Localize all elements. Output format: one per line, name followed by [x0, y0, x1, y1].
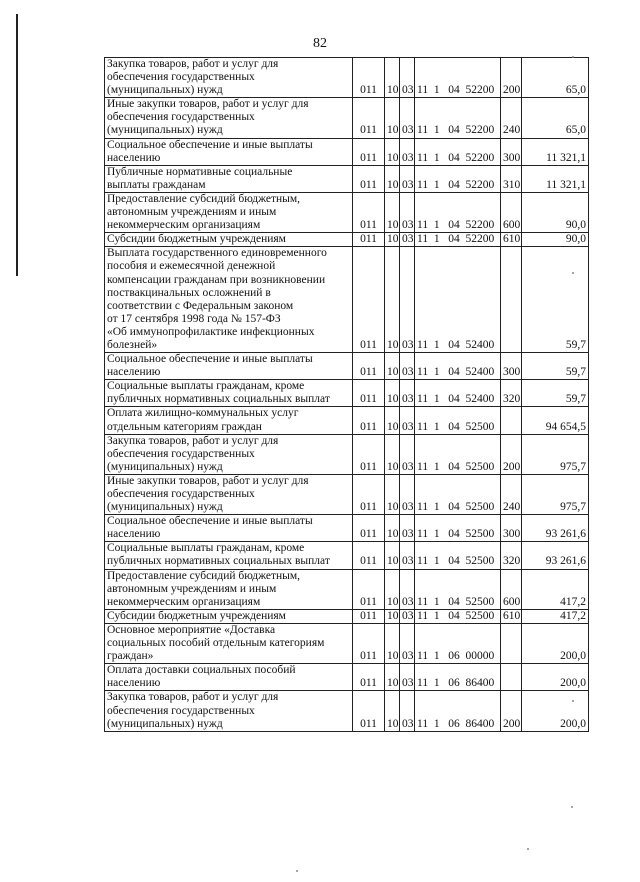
expense-name-line: Социальное обеспечение и иные выплаты: [107, 515, 313, 528]
table-row: [105, 691, 589, 731]
target-article-code-cell: 11 1 04 52200: [415, 165, 501, 192]
subsection-code-cell: 03: [400, 515, 415, 542]
expense-type-code-cell: 300: [501, 515, 522, 542]
section-code-cell: 10: [385, 474, 400, 514]
expense-name-line: Закупка товаров, работ и услуг для: [107, 434, 279, 447]
expense-name-line: Выплата государственного единовременного: [107, 247, 327, 260]
subsection-code-cell: 03: [400, 664, 415, 691]
expense-name-line: некоммерческим организациям: [107, 595, 261, 608]
table-row: [105, 609, 589, 623]
amount-cell: 65,0: [522, 58, 589, 98]
section-code-cell: 10: [385, 434, 400, 474]
expense-type-code-cell: 240: [501, 98, 522, 138]
expense-name-line: публичных нормативных социальных выплат: [107, 393, 330, 406]
section-code-cell: 10: [385, 609, 400, 623]
expense-name-line: Социальное обеспечение и иные выплаты: [107, 353, 313, 366]
admin-code-cell: 011: [353, 165, 385, 192]
expense-name-line: выплаты гражданам: [107, 178, 206, 191]
expense-name-line: пособия и ежемесячной денежной: [107, 260, 276, 273]
table-row: [105, 247, 589, 353]
expense-name-line: Предоставление субсидий бюджетным,: [107, 569, 301, 582]
expense-name-cell: [105, 569, 353, 609]
table-row: [105, 664, 589, 691]
section-code-cell: 10: [385, 542, 400, 569]
admin-code-cell: 011: [353, 623, 385, 663]
table-row: [105, 58, 589, 98]
subsection-code-cell: 03: [400, 192, 415, 232]
expense-name-line: населению: [107, 528, 161, 541]
amount-cell: 975,7: [522, 434, 589, 474]
amount-cell: 94 654,5: [522, 407, 589, 434]
subsection-code-cell: 03: [400, 233, 415, 247]
subsection-code-cell: 03: [400, 691, 415, 731]
expense-name-line: обеспечения государственных: [107, 111, 255, 124]
scan-speck: [296, 870, 298, 872]
expense-name-line: Закупка товаров, работ и услуг для: [107, 691, 279, 704]
target-article-code-cell: 11 1 04 52200: [415, 233, 501, 247]
subsection-code-cell: 03: [400, 58, 415, 98]
target-article-code-cell: 11 1 04 52200: [415, 192, 501, 232]
admin-code-cell: 011: [353, 515, 385, 542]
expense-name-line: Иные закупки товаров, работ и услуг для: [107, 474, 309, 487]
expense-name-cell: [105, 609, 353, 623]
expense-name-line: Закупка товаров, работ и услуг для: [107, 58, 279, 70]
expense-name-line: Предоставление субсидий бюджетным,: [107, 192, 301, 205]
expense-name-line: граждан»: [107, 650, 154, 663]
table-row: [105, 569, 589, 609]
expense-name-line: компенсации гражданам при возникновении: [107, 273, 326, 286]
amount-cell: 200,0: [522, 664, 589, 691]
expense-type-code-cell: [501, 247, 522, 353]
subsection-code-cell: 03: [400, 623, 415, 663]
expense-type-code-cell: 600: [501, 569, 522, 609]
expense-name-cell: [105, 542, 353, 569]
expense-name-line: Социальные выплаты гражданам, кроме: [107, 542, 305, 555]
admin-code-cell: 011: [353, 569, 385, 609]
expense-name-line: соответствии с Федеральным законом: [107, 299, 294, 312]
subsection-code-cell: 03: [400, 353, 415, 380]
expense-name-line: социальных пособий отдельным категориям: [107, 637, 325, 650]
admin-code-cell: 011: [353, 247, 385, 353]
table-row: [105, 623, 589, 663]
expense-name-line: Основное мероприятие «Доставка: [107, 623, 276, 636]
subsection-code-cell: 03: [400, 138, 415, 165]
expense-name-line: публичных нормативных социальных выплат: [107, 555, 330, 568]
admin-code-cell: 011: [353, 380, 385, 407]
amount-cell: 59,7: [522, 247, 589, 353]
target-article-code-cell: 11 1 06 00000: [415, 623, 501, 663]
expense-name-line: обеспечения государственных: [107, 488, 255, 500]
amount-cell: 11 321,1: [522, 138, 589, 165]
section-code-cell: 10: [385, 192, 400, 232]
section-code-cell: 10: [385, 247, 400, 353]
section-code-cell: 10: [385, 515, 400, 542]
section-code-cell: 10: [385, 58, 400, 98]
section-code-cell: 10: [385, 407, 400, 434]
expense-type-code-cell: 600: [501, 192, 522, 232]
expense-name-cell: [105, 58, 353, 98]
amount-cell: 200,0: [522, 691, 589, 731]
expense-name-cell: [105, 623, 353, 663]
target-article-code-cell: 11 1 04 52200: [415, 58, 501, 98]
expense-type-code-cell: 300: [501, 353, 522, 380]
admin-code-cell: 011: [353, 192, 385, 232]
expense-name-cell: [105, 380, 353, 407]
amount-cell: 90,0: [522, 233, 589, 247]
admin-code-cell: 011: [353, 434, 385, 474]
expense-name-cell: [105, 515, 353, 542]
expense-name-cell: [105, 138, 353, 165]
admin-code-cell: 011: [353, 407, 385, 434]
expense-name-cell: [105, 353, 353, 380]
section-code-cell: 10: [385, 233, 400, 247]
expense-type-code-cell: 610: [501, 233, 522, 247]
scan-speck: [527, 848, 529, 850]
subsection-code-cell: 03: [400, 165, 415, 192]
amount-cell: 65,0: [522, 98, 589, 138]
expense-name-line: Оплата жилищно-коммунальных услуг: [107, 407, 299, 420]
expense-name-cell: [105, 691, 353, 731]
expense-type-code-cell: 300: [501, 138, 522, 165]
expense-name-line: от 17 сентября 1998 года № 157-ФЗ: [107, 312, 281, 325]
scan-speck: [571, 806, 573, 808]
table-row: [105, 138, 589, 165]
subsection-code-cell: 03: [400, 247, 415, 353]
expense-name-cell: [105, 98, 353, 138]
admin-code-cell: 011: [353, 691, 385, 731]
target-article-code-cell: 11 1 04 52500: [415, 569, 501, 609]
binding-line: [16, 14, 18, 276]
expense-name-line: болезней»: [107, 338, 158, 351]
expense-name-line: (муниципальных) нужд: [107, 460, 223, 473]
scan-speck: [572, 272, 574, 274]
table-row: [105, 98, 589, 138]
expense-name-line: автономным учреждениям и иным: [107, 582, 277, 595]
expense-type-code-cell: [501, 407, 522, 434]
section-code-cell: 10: [385, 98, 400, 138]
subsection-code-cell: 03: [400, 98, 415, 138]
expense-type-code-cell: 320: [501, 542, 522, 569]
section-code-cell: 10: [385, 664, 400, 691]
expense-name-line: населению: [107, 366, 161, 379]
amount-cell: 417,2: [522, 609, 589, 623]
expense-name-line: автономным учреждениям и иным: [107, 206, 277, 219]
table-row: [105, 233, 589, 247]
admin-code-cell: 011: [353, 233, 385, 247]
section-code-cell: 10: [385, 691, 400, 731]
expense-name-cell: [105, 407, 353, 434]
target-article-code-cell: 11 1 04 52400: [415, 247, 501, 353]
subsection-code-cell: 03: [400, 609, 415, 623]
expense-name-cell: [105, 474, 353, 514]
expense-name-line: обеспечения государственных: [107, 704, 255, 717]
table-row: [105, 542, 589, 569]
target-article-code-cell: 11 1 04 52400: [415, 380, 501, 407]
admin-code-cell: 011: [353, 353, 385, 380]
budget-table: [104, 57, 589, 732]
target-article-code-cell: 11 1 04 52500: [415, 407, 501, 434]
expense-name-line: (муниципальных) нужд: [107, 717, 223, 730]
target-article-code-cell: 11 1 06 86400: [415, 691, 501, 731]
target-article-code-cell: 11 1 04 52500: [415, 474, 501, 514]
expense-name-line: Субсидии бюджетным учреждениям: [107, 233, 286, 246]
subsection-code-cell: 03: [400, 474, 415, 514]
budget-table-body: [105, 58, 589, 732]
amount-cell: 59,7: [522, 353, 589, 380]
expense-name-line: обеспечения государственных: [107, 71, 255, 84]
scan-speck: [572, 700, 574, 702]
target-article-code-cell: 11 1 06 86400: [415, 664, 501, 691]
expense-name-line: отдельным категориям граждан: [107, 420, 262, 433]
expense-name-line: Субсидии бюджетным учреждениям: [107, 609, 286, 622]
amount-cell: 975,7: [522, 474, 589, 514]
section-code-cell: 10: [385, 623, 400, 663]
expense-name-cell: [105, 165, 353, 192]
table-row: [105, 407, 589, 434]
expense-name-cell: [105, 434, 353, 474]
expense-name-line: обеспечения государственных: [107, 447, 255, 460]
expense-type-code-cell: 610: [501, 609, 522, 623]
amount-cell: 93 261,6: [522, 515, 589, 542]
expense-type-code-cell: 310: [501, 165, 522, 192]
table-row: [105, 474, 589, 514]
expense-name-line: (муниципальных) нужд: [107, 84, 223, 97]
expense-name-line: Оплата доставки социальных пособий: [107, 664, 296, 677]
expense-name-line: населению: [107, 151, 161, 164]
expense-type-code-cell: 200: [501, 58, 522, 98]
section-code-cell: 10: [385, 569, 400, 609]
table-row: [105, 380, 589, 407]
section-code-cell: 10: [385, 165, 400, 192]
target-article-code-cell: 11 1 04 52500: [415, 515, 501, 542]
amount-cell: 200,0: [522, 623, 589, 663]
expense-name-line: Социальные выплаты гражданам, кроме: [107, 380, 305, 393]
admin-code-cell: 011: [353, 542, 385, 569]
target-article-code-cell: 11 1 04 52500: [415, 542, 501, 569]
amount-cell: 93 261,6: [522, 542, 589, 569]
admin-code-cell: 011: [353, 664, 385, 691]
table-row: [105, 434, 589, 474]
expense-type-code-cell: 200: [501, 434, 522, 474]
subsection-code-cell: 03: [400, 380, 415, 407]
amount-cell: 59,7: [522, 380, 589, 407]
target-article-code-cell: 11 1 04 52200: [415, 138, 501, 165]
target-article-code-cell: 11 1 04 52400: [415, 353, 501, 380]
expense-name-cell: [105, 233, 353, 247]
expense-type-code-cell: 200: [501, 691, 522, 731]
subsection-code-cell: 03: [400, 542, 415, 569]
amount-cell: 417,2: [522, 569, 589, 609]
admin-code-cell: 011: [353, 98, 385, 138]
subsection-code-cell: 03: [400, 434, 415, 474]
expense-name-cell: [105, 192, 353, 232]
expense-name-line: поствакцинальных осложнений в: [107, 286, 271, 299]
expense-type-code-cell: [501, 664, 522, 691]
expense-name-line: Социальное обеспечение и иные выплаты: [107, 138, 313, 151]
scan-speck: [572, 56, 574, 58]
expense-name-line: населению: [107, 677, 161, 690]
section-code-cell: 10: [385, 138, 400, 165]
target-article-code-cell: 11 1 04 52500: [415, 434, 501, 474]
expense-name-line: (муниципальных) нужд: [107, 501, 223, 514]
expense-name-line: (муниципальных) нужд: [107, 124, 223, 137]
admin-code-cell: 011: [353, 474, 385, 514]
expense-name-line: некоммерческим организациям: [107, 219, 261, 232]
table-row: [105, 165, 589, 192]
expense-name-cell: [105, 664, 353, 691]
target-article-code-cell: 11 1 04 52500: [415, 609, 501, 623]
expense-type-code-cell: 320: [501, 380, 522, 407]
expense-name-line: Публичные нормативные социальные: [107, 165, 293, 178]
subsection-code-cell: 03: [400, 407, 415, 434]
table-row: [105, 192, 589, 232]
table-row: [105, 353, 589, 380]
section-code-cell: 10: [385, 380, 400, 407]
subsection-code-cell: 03: [400, 569, 415, 609]
expense-type-code-cell: [501, 623, 522, 663]
expense-name-cell: [105, 247, 353, 353]
admin-code-cell: 011: [353, 138, 385, 165]
page-number: 82: [313, 36, 327, 51]
admin-code-cell: 011: [353, 609, 385, 623]
admin-code-cell: 011: [353, 58, 385, 98]
amount-cell: 90,0: [522, 192, 589, 232]
expense-name-line: «Об иммунопрофилактике инфекционных: [107, 325, 315, 338]
target-article-code-cell: 11 1 04 52200: [415, 98, 501, 138]
table-row: [105, 515, 589, 542]
section-code-cell: 10: [385, 353, 400, 380]
expense-name-line: Иные закупки товаров, работ и услуг для: [107, 98, 309, 111]
amount-cell: 11 321,1: [522, 165, 589, 192]
expense-type-code-cell: 240: [501, 474, 522, 514]
